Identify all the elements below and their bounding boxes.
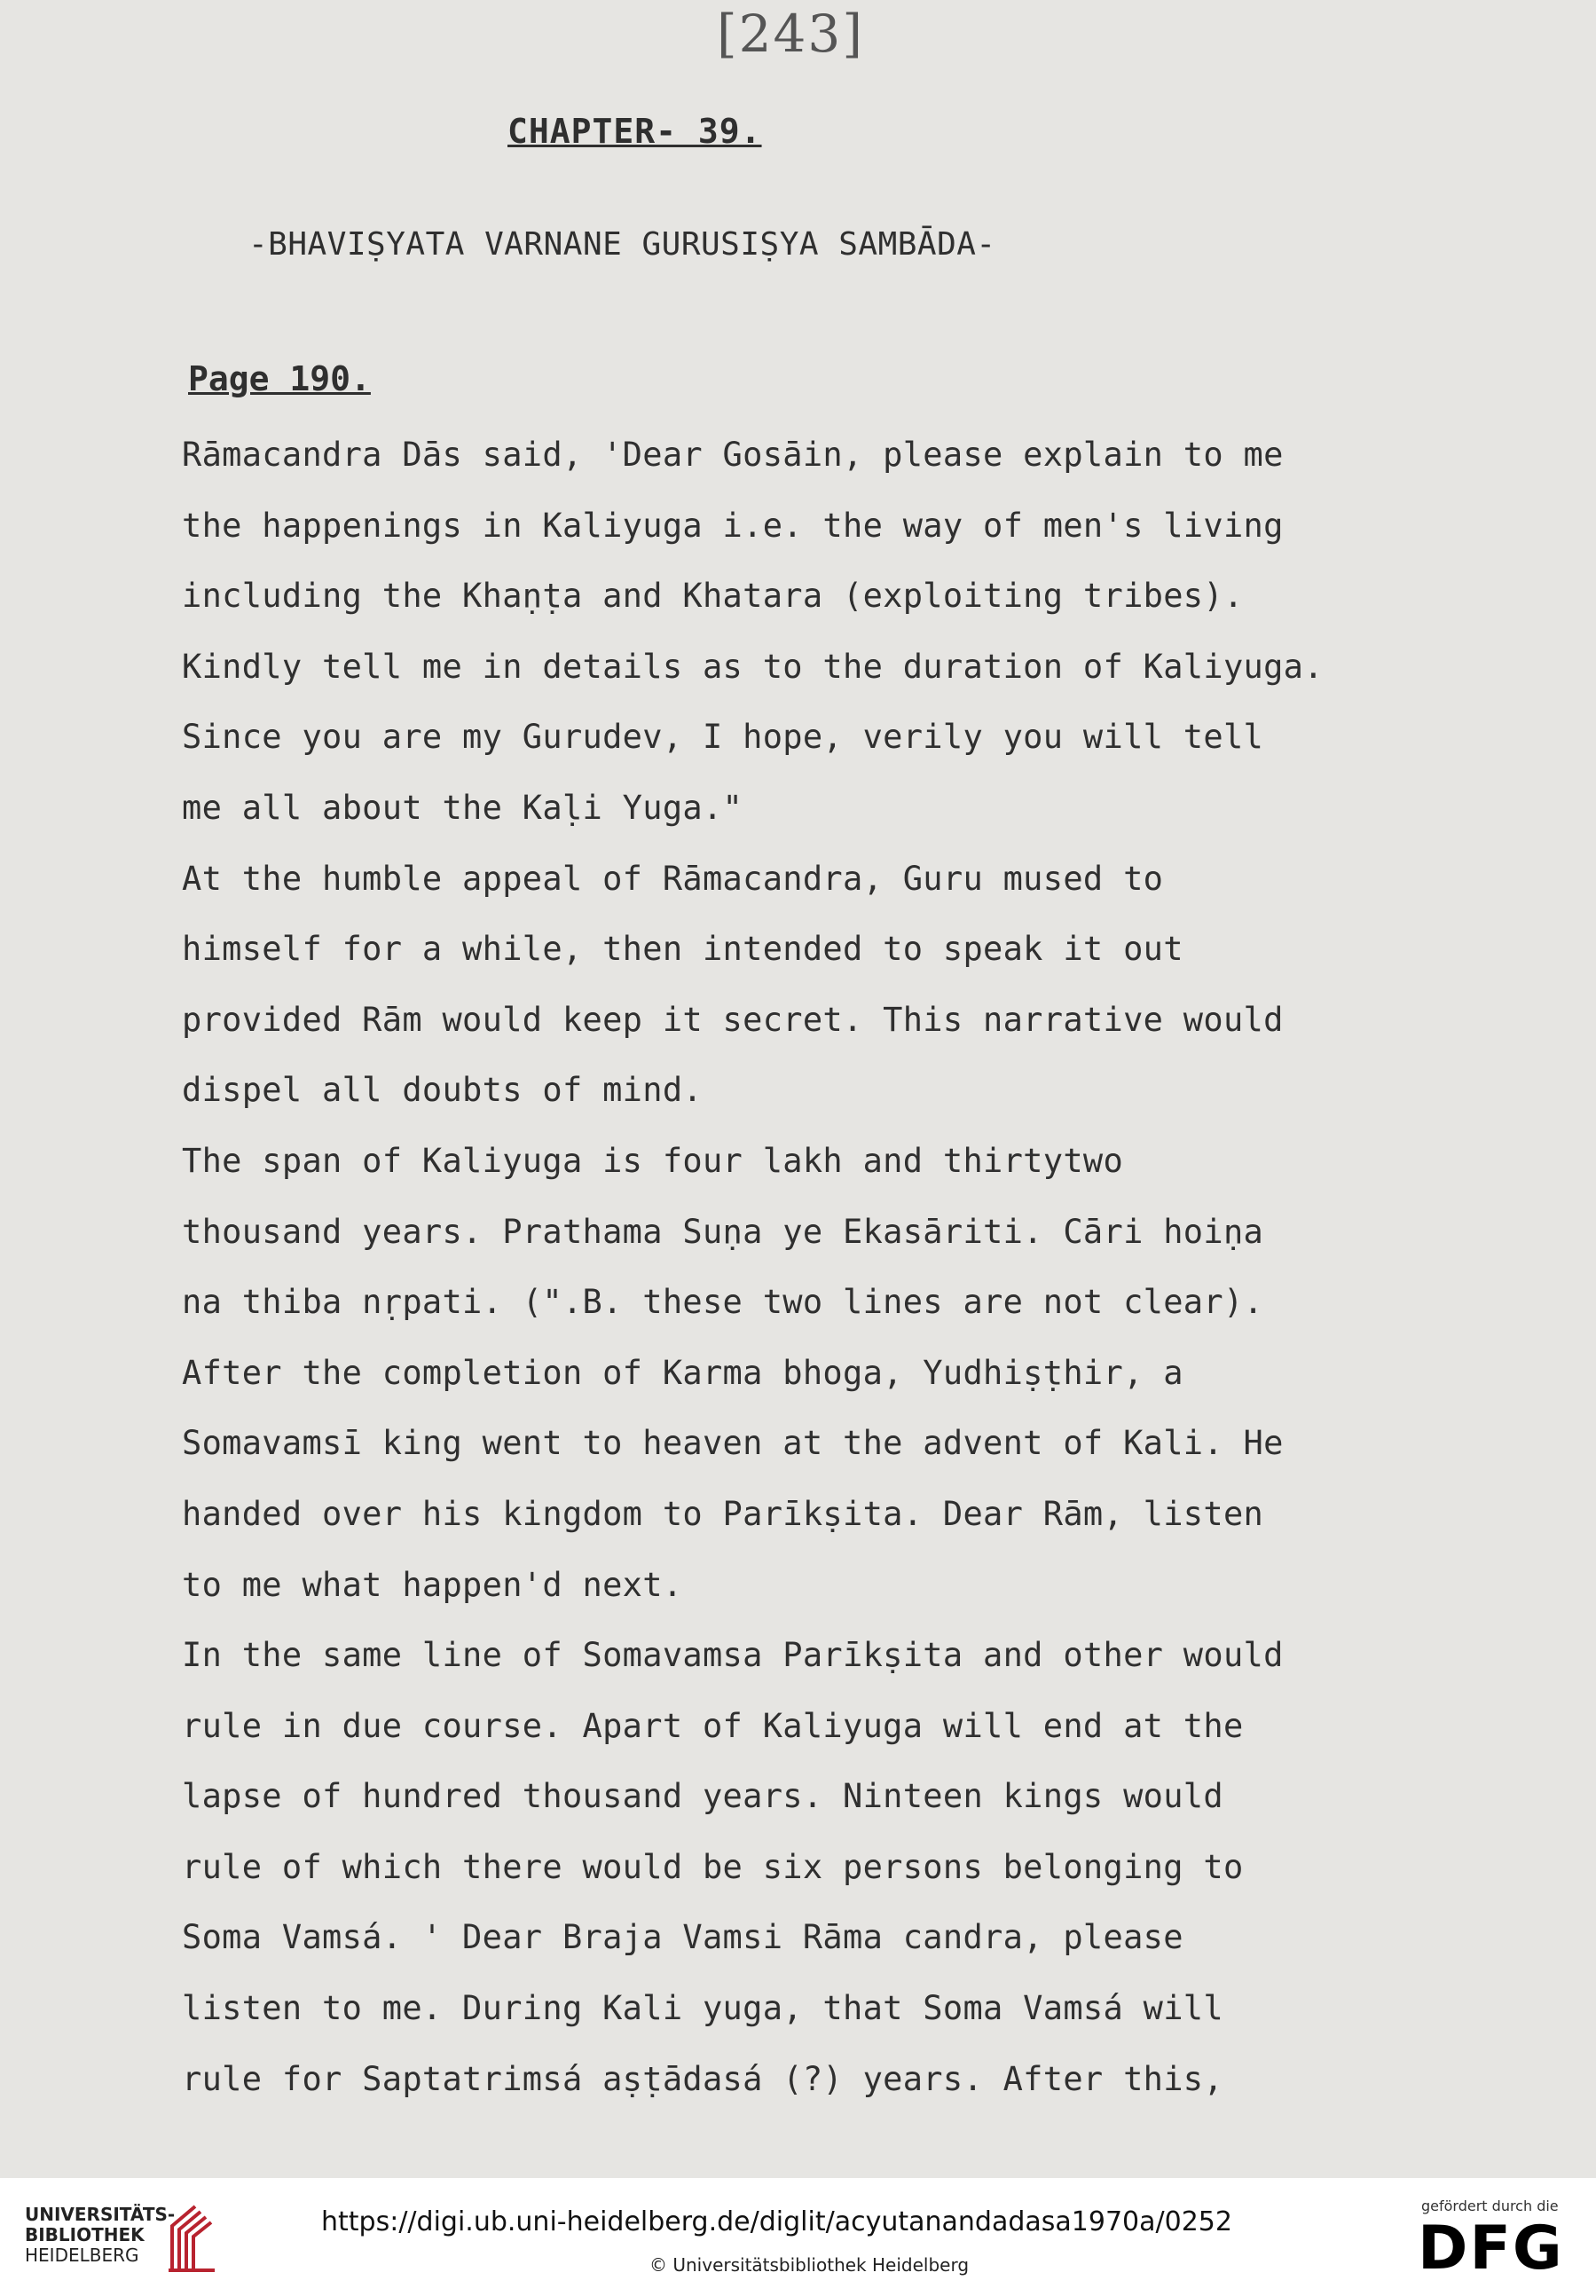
text-line: including the Khaṇṭa and Khatara (exploiting tribes). — [182, 577, 1244, 616]
copyright-notice: © Universitätsbibliothek Heidelberg — [649, 2254, 970, 2276]
text-line: thousand years. Prathama Suṇa ye Ekasāriti. Cāri hoiṇa — [182, 1212, 1264, 1251]
footer-bar — [0, 2178, 1596, 2296]
text-line: Soma Vamsá. ' Dear Braja Vamsi Rāma candra, please — [182, 1918, 1183, 1957]
text-line: The span of Kaliyuga is four lakh and thirtytwo — [182, 1141, 1124, 1180]
text-line: me all about the Kaḷi Yuga." — [182, 788, 743, 827]
text-line: himself for a while, then intended to speak it out — [182, 930, 1183, 969]
text-line: At the humble appeal of Rāmacandra, Guru mused to — [182, 859, 1164, 898]
text-line: Kindly tell me in details as to the duration of Kaliyuga. — [182, 647, 1324, 686]
text-line: na thiba nṛpati. (".B. these two lines are not clear). — [182, 1283, 1264, 1322]
library-name-line: UNIVERSITÄTS- — [25, 2204, 176, 2225]
text-line: Rāmacandra Dās said, 'Dear Gosāin, please explain to me — [182, 436, 1284, 474]
text-line: to me what happen'd next. — [182, 1565, 683, 1604]
source-url-link[interactable]: https://digi.ub.uni-heidelberg.de/diglit/acyutanandadasa1970a/0252 — [321, 2206, 1232, 2237]
text-line: rule in due course. Apart of Kaliyuga will end at the — [182, 1706, 1244, 1745]
text-line: rule for Saptatrimsá aṣṭādasá (?) years. After this, — [182, 2059, 1223, 2098]
chapter-title: CHAPTER- 39. — [507, 112, 762, 151]
text-line: After the completion of Karma bhoga, Yudhiṣṭhir, a — [182, 1353, 1183, 1392]
text-line: listen to me. During Kali yuga, that Soma Vamsá will — [182, 1989, 1223, 2028]
body-text — [182, 433, 1424, 2127]
text-line: dispel all doubts of mind. — [182, 1071, 703, 1110]
text-line: Since you are my Gurudev, I hope, verily you will tell — [182, 718, 1264, 757]
text-line: handed over his kingdom to Parīkṣita. Dear Rām, listen — [182, 1494, 1264, 1533]
text-line: Somavamsī king went to heaven at the advent of Kali. He — [182, 1424, 1284, 1463]
funding-note: gefördert durch die — [1421, 2198, 1559, 2214]
text-line: lapse of hundred thousand years. Ninteen kings would — [182, 1777, 1223, 1816]
dfg-logo-icon: DFG — [1418, 2213, 1564, 2284]
chapter-subtitle: -BHAVIṢYATA VARNANE GURUSIṢYA SAMBĀDA- — [248, 226, 996, 263]
library-name-line: BIBLIOTHEK — [25, 2224, 145, 2245]
text-line: provided Rām would keep it secret. This narrative would — [182, 1000, 1284, 1039]
library-logo-icon — [160, 2199, 224, 2274]
page-reference: Page 190. — [188, 359, 371, 398]
text-line: the happenings in Kaliyuga i.e. the way of men's living — [182, 506, 1284, 545]
library-name — [25, 2205, 175, 2266]
handwritten-folio-number: [243] — [717, 4, 864, 64]
library-name-line: HEIDELBERG — [25, 2245, 139, 2266]
text-line: rule of which there would be six persons belonging to — [182, 1847, 1244, 1886]
text-line: In the same line of Somavamsa Parīkṣita and other would — [182, 1636, 1284, 1675]
